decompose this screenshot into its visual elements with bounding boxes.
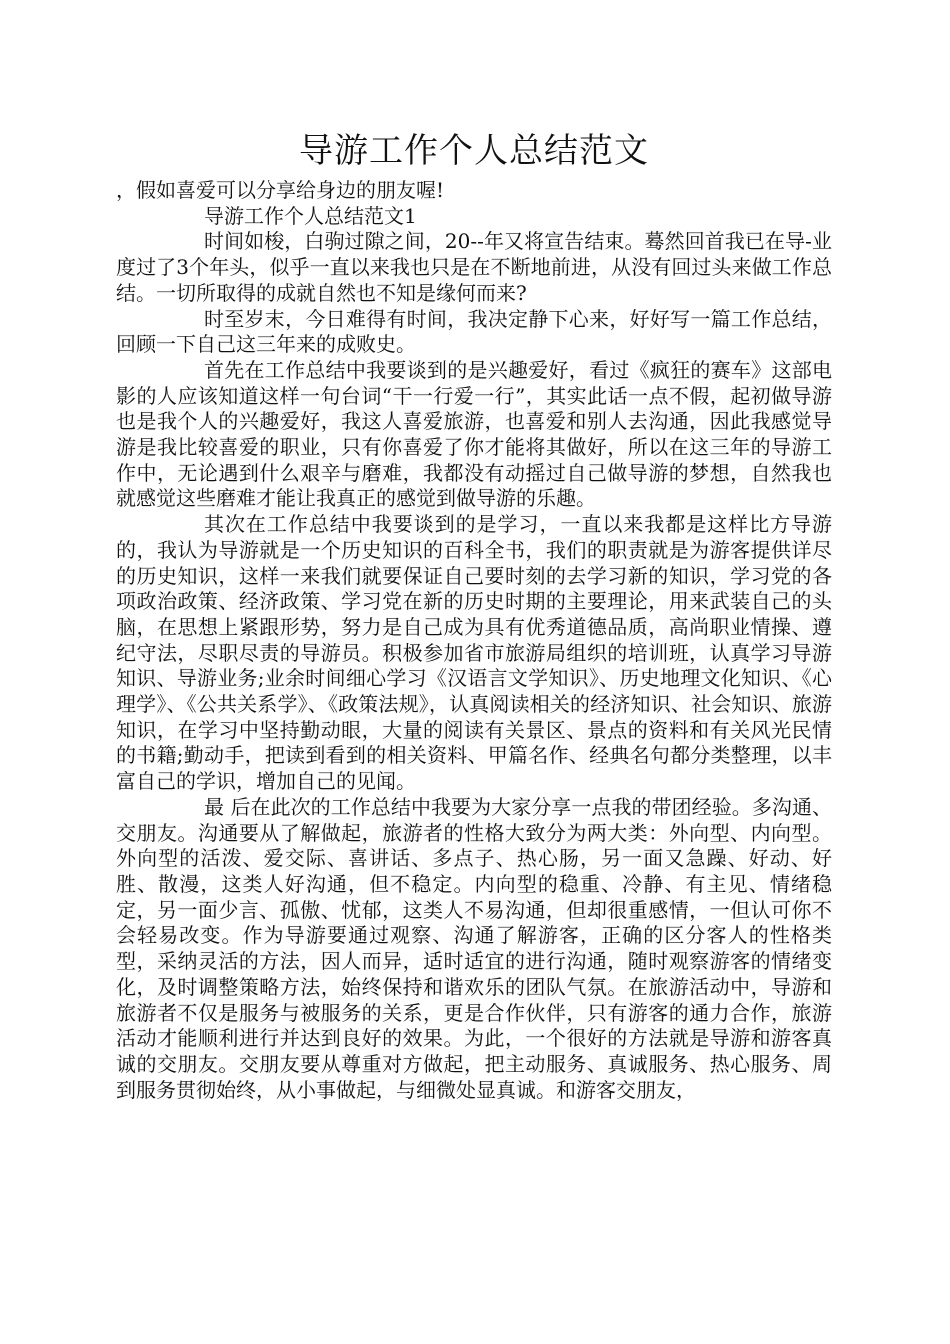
paragraph-4: 其次在工作总结中我要谈到的是学习，一直以来我都是这样比方导游的，我认为导游就是一个历史知识的百科全书，我们的职责就是为游客提供详尽的历史知识，这样一来我们就要保证自己要时刻的去学习新的知识，学习党的各项政治政策、经济政策、学习党在新的历史时期的主要理论，用来武装自己的头脑，在思想上紧跟形势，努力是自己成为具有优秀道德品质，高尚职业情操、遵纪守法，尽职尽责的导游员。积极参加省市旅游局组织的培训班，认真学习导游知识、导游业务;业余时间细心学习《汉语言文学知识》、历史地理文化知识、《心理学》、《公共关系学》、《政策法规》，认真阅读相关的经济知识、社会知识、旅游知识，在学习中坚持勤动眼，大量的阅读有关景区、景点的资料和有关风光民情的书籍;勤动手，把读到看到的相关资料、甲篇名作、经典名句都分类整理，以丰富自己的学识，增加自己的见闻。 xyxy=(116,512,832,794)
document-title: 导游工作个人总结范文 xyxy=(299,131,649,171)
document-page xyxy=(116,128,832,1103)
paragraph-5: 最 后在此次的工作总结中我要为大家分享一点我的带团经验。多沟通、交朋友。沟通要从了解做起，旅游者的性格大致分为两大类：外向型、内向型。外向型的活泼、爱交际、喜讲话、多点子、热心肠，另一面又急躁、好动、好胜、散漫，这类人好沟通，但不稳定。内向型的稳重、冷静、有主见、情绪稳定，另一面少言、孤傲、忧郁，这类人不易沟通，但却很重感情，一但认可你不会轻易改变。作为导游要通过观察、沟通了解游客，正确的区分客人的性格类型，采纳灵活的方法，因人而异，适时适宜的进行沟通，随时观察游客的情绪变化，及时调整策略方法，始终保持和谐欢乐的团队气氛。在旅游活动中，导游和旅游者不仅是服务与被服务的关系，更是合作伙伴，只有游客的通力合作，旅游活动才能顺利进行并达到良好的效果。为此，一个很好的方法就是导游和游客真诚的交朋友。交朋友要从尊重对方做起，把主动服务、真诚服务、热心服务、周到服务贯彻始终，从小事做起，与细微处显真诚。和游客交朋友， xyxy=(116,794,832,1102)
paragraph-1: 时间如梭，白驹过隙之间，20--年又将宣告结束。蓦然回首我已在导-业度过了3个年头，似乎一直以来我也只是在不断地前进，从没有回过头来做工作总结。一切所取得的成就自然也不知是缘何而来? xyxy=(116,229,832,305)
paragraph-3: 首先在工作总结中我要谈到的是兴趣爱好，看过《疯狂的赛车》这部电影的人应该知道这样一句台词“干一行爱一行”，其实此话一点不假，起初做导游也是我个人的兴趣爱好，我这人喜爱旅游，也喜爱和别人去沟通，因此我感觉导游是我比较喜爱的职业，只有你喜爱了你才能将其做好，所以在这三年的导游工作中，无论遇到什么艰辛与磨难，我都没有动摇过自己做导游的梦想，自然我也就感觉这些磨难才能让我真正的感觉到做导游的乐趣。 xyxy=(116,357,832,511)
section-heading: 导游工作个人总结范文1 xyxy=(204,203,417,228)
intro-line: ，假如喜爱可以分享给身边的朋友喔! xyxy=(116,178,445,202)
paragraph-2: 时至岁末，今日难得有时间，我决定静下心来，好好写一篇工作总结，回顾一下自己这三年来的成败史。 xyxy=(116,306,832,357)
